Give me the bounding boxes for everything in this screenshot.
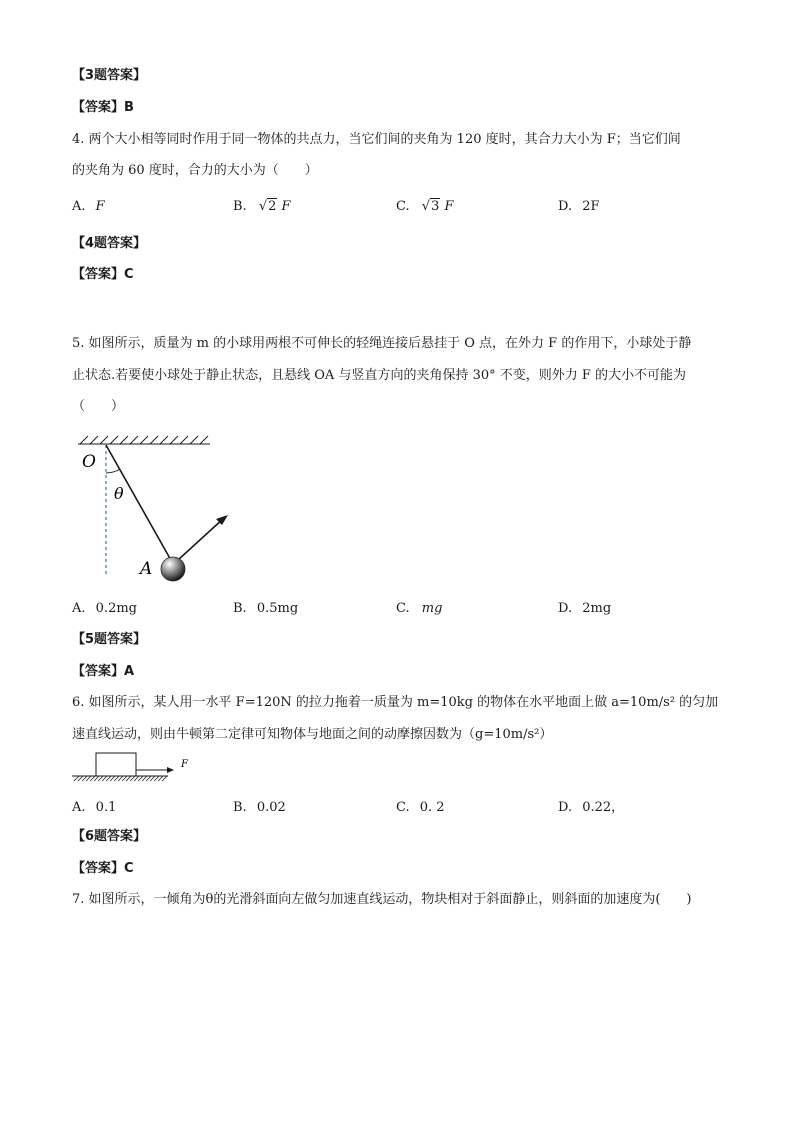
- q5-stem-line2: 止状态.若要使小球处于静止状态，且悬线 OA 与竖直方向的夹角保持 30° 不变，则外力 F 的大小不可能为: [72, 368, 687, 383]
- angle-arc: [106, 469, 120, 473]
- q4-option-c-sqrt: √3: [421, 199, 440, 214]
- label-theta: θ: [114, 484, 124, 503]
- q5-option-d-letter: D.: [558, 601, 573, 616]
- q5-option-a-text: 0.2mg: [95, 601, 137, 616]
- q6-option-c: [396, 800, 445, 816]
- block: [96, 753, 136, 776]
- q4-answer-header: 【4题答案】: [72, 236, 147, 251]
- q4-answer: 【答案】C: [72, 267, 134, 282]
- q6-option-a-text: 0.1: [95, 800, 117, 815]
- q5-answer-header: 【5题答案】: [72, 632, 147, 647]
- q5-option-c-text: mg: [421, 601, 443, 616]
- q5-pendulum-figure: [70, 428, 240, 588]
- q6-answer: 【答案】C: [72, 861, 134, 876]
- suspension-string-oa: [106, 445, 172, 562]
- ball-a: [161, 557, 185, 581]
- q6-option-a-letter: A.: [72, 800, 86, 815]
- q5-option-b: [233, 601, 298, 617]
- q4-option-d: [558, 199, 600, 215]
- q5-option-a: [72, 601, 137, 617]
- q6-option-a: [72, 800, 116, 816]
- q4-option-b-unit: F: [281, 199, 291, 214]
- q4-option-b-letter: B.: [233, 199, 247, 214]
- label-o: O: [82, 452, 96, 472]
- q6-answer-header: 【6题答案】: [72, 829, 147, 844]
- label-f: F: [181, 759, 188, 770]
- q4-option-a: [72, 199, 105, 215]
- q5-option-c: [396, 601, 442, 617]
- q4-stem-line1: 4. 两个大小相等同时作用于同一物体的共点力，当它们间的夹角为 120 度时，其合力大小为 F；当它们间: [72, 132, 681, 147]
- q4-option-d-letter: D.: [558, 199, 573, 214]
- q6-option-c-letter: C.: [396, 800, 410, 815]
- q6-option-b: [233, 800, 286, 816]
- q6-option-d-text: 0.22，: [582, 800, 625, 815]
- q3-answer-header: 【3题答案】: [72, 68, 147, 83]
- q4-option-a-letter: A.: [72, 199, 86, 214]
- q3-answer: 【答案】B: [72, 100, 134, 115]
- q4-option-b-sqrt: √2: [258, 199, 277, 214]
- q6-stem-line1: 6. 如图所示，某人用一水平 F=120N 的拉力拖着一质量为 m=10kg 的物体在水平地面上做 a=10m/s² 的匀加: [72, 695, 719, 710]
- q4-option-d-text: 2F: [582, 199, 600, 214]
- q4-option-b-radicand: 2: [268, 199, 277, 214]
- q6-option-d: [558, 800, 624, 816]
- ceiling-hatch: [78, 436, 210, 444]
- q5-option-a-letter: A.: [72, 601, 86, 616]
- q5-option-b-letter: B.: [233, 601, 247, 616]
- q7-stem-line1: 7. 如图所示，一倾角为θ的光滑斜面向左做匀加速直线运动，物块相对于斜面静止，则斜面的加速度为( ): [72, 892, 692, 907]
- q5-option-d: [558, 601, 611, 617]
- force-arrow-f: [178, 518, 224, 560]
- q5-stem-line1: 5. 如图所示，质量为 m 的小球用两根不可伸长的轻绳连接后悬挂于 O 点，在外力 F 的作用下，小球处于静: [72, 336, 692, 351]
- q4-option-c: [396, 199, 454, 215]
- ground-hatch: [74, 776, 167, 781]
- q5-option-c-letter: C.: [396, 601, 410, 616]
- label-a: A: [140, 559, 153, 579]
- q5-option-b-text: 0.5mg: [256, 601, 299, 616]
- pull-force-arrowhead: [167, 767, 174, 773]
- q6-block-figure: [70, 748, 200, 788]
- q6-option-d-letter: D.: [558, 800, 573, 815]
- q4-option-c-letter: C.: [396, 199, 410, 214]
- q6-option-b-text: 0.02: [256, 800, 286, 815]
- q4-option-c-radicand: 3: [431, 199, 440, 214]
- q6-option-c-text: 0. 2: [419, 800, 445, 815]
- q6-stem-line2: 速直线运动，则由牛顿第二定律可知物体与地面之间的动摩擦因数为（g=10m/s²）: [72, 727, 553, 742]
- q6-option-b-letter: B.: [233, 800, 247, 815]
- q4-option-a-text: F: [95, 199, 105, 214]
- q5-stem-line3: （ ）: [72, 399, 125, 414]
- q4-stem-line2: 的夹角为 60 度时，合力的大小为（ ）: [72, 163, 318, 178]
- q5-option-d-text: 2mg: [582, 601, 612, 616]
- q5-answer: 【答案】A: [72, 664, 135, 679]
- q4-option-b: [233, 199, 291, 215]
- q4-option-c-unit: F: [444, 199, 454, 214]
